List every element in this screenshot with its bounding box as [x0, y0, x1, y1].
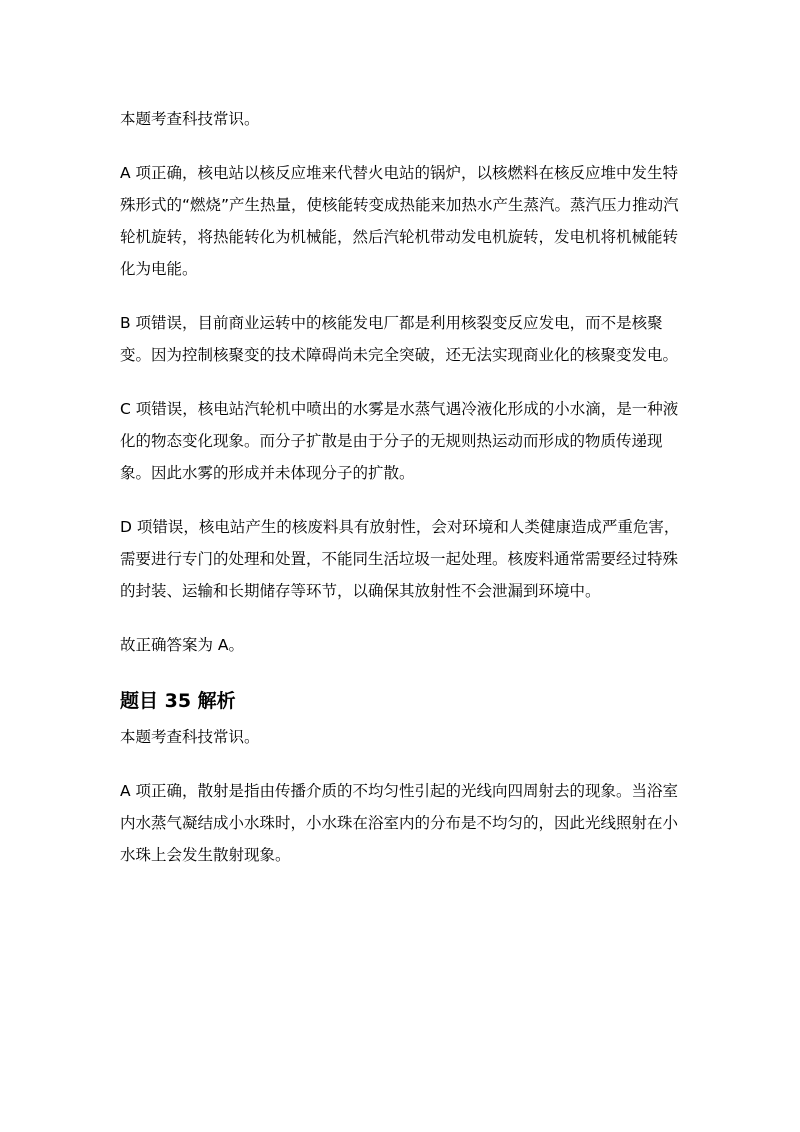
- paragraph-gap: [120, 607, 680, 629]
- option-a-paragraph: A 项正确，散射是指由传播介质的不均匀性引起的光线向四周射去的现象。当浴室内水蒸气凝结成小水珠时，小水珠在浴室内的分布是不均匀的，因此光线照射在小水珠上会发生散射现象。: [120, 782, 679, 864]
- option-d-paragraph: D 项错误，核电站产生的核废料具有放射性，会对环境和人类健康造成严重危害，需要进行专门的处理和处置，不能同生活垃圾一起处理。核废料通常需要经过特殊的封装、运输和长期储存等环节，以确保其放射性不会泄漏到环境中。: [120, 518, 680, 600]
- answer-explanation-section: [120, 103, 680, 661]
- paragraph-gap: [120, 371, 680, 393]
- document-content: [120, 103, 680, 871]
- option-c-paragraph: C 项错误，核电站汽轮机中喷出的水雾是水蒸气遇冷液化形成的小水滴，是一种液化的物态变化现象。而分子扩散是由于分子的无规则热运动而形成的物质传递现象。因此水雾的形成并未体现分子的扩散。: [120, 400, 679, 482]
- paragraph-gap: [120, 753, 680, 775]
- option-a-paragraph: A 项正确，核电站以核反应堆来代替火电站的锅炉，以核燃料在核反应堆中发生特殊形式的“燃烧”产生热量，使核能转变成热能来加热水产生蒸汽。蒸汽压力推动汽轮机旋转，将热能转化为机械能，然后汽轮机带动发电机旋转，发电机将机械能转化为电能。: [120, 164, 679, 278]
- intro-paragraph: 本题考查科技常识。: [120, 728, 260, 746]
- paragraph-gap: [120, 135, 680, 157]
- answer-paragraph: 故正确答案为 A。: [120, 636, 245, 654]
- paragraph-gap: [120, 489, 680, 511]
- paragraph-gap: [120, 285, 680, 307]
- question-35-section: [120, 721, 680, 871]
- option-b-paragraph: B 项错误，目前商业运转中的核能发电厂都是利用核裂变反应发电，而不是核聚变。因为控制核聚变的技术障碍尚未完全突破，还无法实现商业化的核聚变发电。: [120, 314, 679, 364]
- question-35-heading: 题目 35 解析: [120, 690, 236, 712]
- intro-paragraph: 本题考查科技常识。: [120, 110, 260, 128]
